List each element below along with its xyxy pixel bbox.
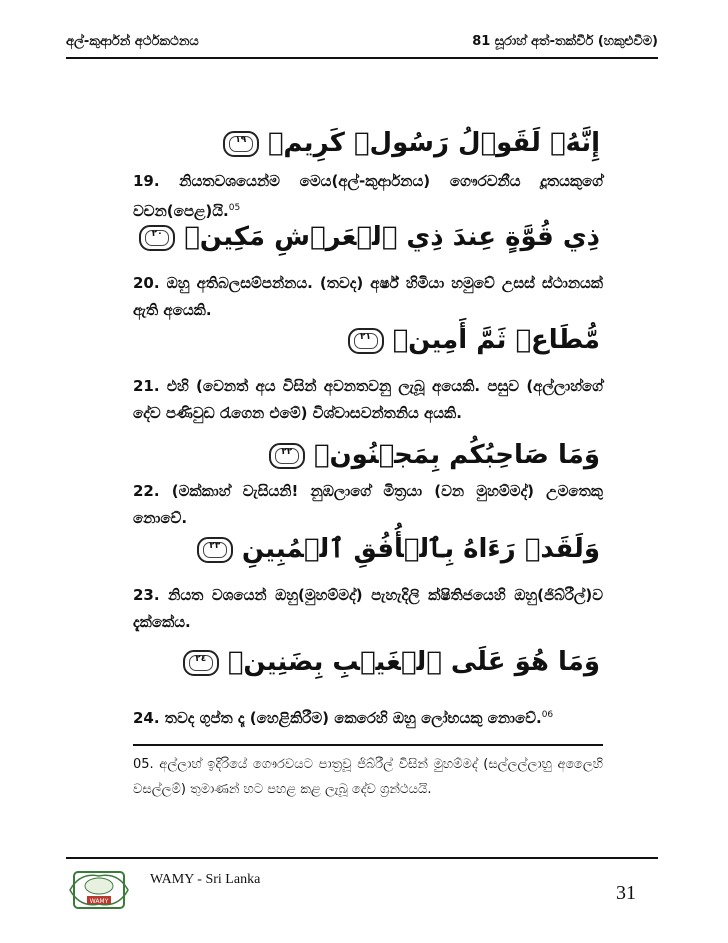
arabic-verse-23 [193, 534, 600, 564]
arabic-text: وَمَا هُوَ عَلَى ٱلۡغَيۡبِ بِضَنِينٖ [227, 647, 600, 677]
translation-text: 19. නියතවශයෙන්ම මෙය(අල්-කුර්ආනය) ගෞරවනීය දූතයකුගේ වචන(පෙළ)යි. [133, 172, 603, 220]
arabic-text: ذِي قُوَّةٍ عِندَ ذِي ٱلۡعَرۡشِ مَكِينٖ [184, 222, 600, 252]
arabic-text: وَلَقَدۡ رَءَاهُ بِٱلۡأُفُقِ ٱلۡمُبِينِ [241, 534, 600, 564]
footnote: 05. අල්ලාහ් ඉදිරියේ ගෞරවයට පාත්‍රවූ ජිබ්රීල් විසින් මුහම්මද් (සල්ලල්ලාහු අලෛහි වසල්ලම්) තුමාණන් හට පහළ කළ ලැබූ දේව ග්‍රන්ථයයි. [133, 757, 603, 797]
ayah-marker-icon [183, 650, 219, 676]
ayah-number: ٢٢ [281, 446, 293, 457]
translation-verse-20 [133, 270, 603, 324]
wamy-logo-icon [66, 866, 132, 914]
arabic-verse-19 [219, 128, 600, 158]
ayah-marker-icon [197, 537, 233, 563]
header-surah-title: 81 සූරාහ් අත්-තක්වීර් (හකුළුවීම) [472, 34, 658, 49]
footnote-divider [133, 744, 603, 746]
arabic-text: مُّطَاعٖ ثَمَّ أَمِينٖ [392, 325, 600, 355]
translation-verse-21 [133, 373, 603, 427]
translation-text: 20. ඔහු අතිබලසම්පන්නය. (තවද) අර්ෂ් හිමියා හමුවේ උසස් ස්ථානයක් ඇති අයෙකි. [133, 274, 603, 319]
translation-verse-24 [133, 702, 603, 732]
ayah-number: ٢٤ [195, 653, 207, 664]
ayah-number: ٢٣ [209, 540, 221, 551]
header-divider [66, 57, 658, 59]
translation-verse-22 [133, 478, 603, 532]
footnote-ref: 05 [228, 203, 241, 213]
ayah-marker-icon [269, 443, 305, 469]
header-book-title: අල්-කුර්ආන් අර්ථකථනය [66, 34, 199, 49]
arabic-verse-21 [344, 325, 601, 355]
ayah-marker-icon [223, 131, 259, 157]
page-number: 31 [616, 882, 636, 904]
arabic-text: إِنَّهُۥ لَقَوۡلُ رَسُولٖ كَرِيمٖ [267, 128, 600, 158]
ayah-marker-icon [348, 328, 384, 354]
ayah-marker-icon [139, 225, 175, 251]
footer-organization: WAMY - Sri Lanka [150, 872, 261, 887]
arabic-text: وَمَا صَاحِبُكُم بِمَجۡنُونٖ [313, 440, 600, 470]
translation-text: 24. තවද ගුප්ත දෑ (හෙළිකිරීම) කෙරෙහි ඔහු ලෝභයකු නොවේ. [133, 709, 542, 727]
translation-text: 23. නියත වශයෙන් ඔහු(මුහම්මද්) පැහැදිලි ක්ෂිතිජයෙහි ඔහු(ජිබ්රීල්)ව දැක්කේය. [133, 586, 603, 631]
logo-text: WAMY [89, 898, 109, 905]
footer-divider [66, 857, 658, 859]
translation-text: 21. එහි (වෙනත් අය විසින් අවනතවනු ලැබූ අයෙකි. පසුව (අල්ලාහ්ගේ දේව පණිවුඩ රැගෙන එමේ) විශ්වාසවන්තනිය අයකි. [133, 377, 603, 422]
ayah-number: ٢٠ [151, 228, 163, 239]
ayah-number: ١٩ [235, 134, 247, 145]
page-header [66, 34, 658, 56]
arabic-verse-20 [135, 222, 600, 252]
ayah-number: ٢١ [360, 331, 371, 342]
arabic-verse-24 [179, 647, 600, 677]
arabic-verse-22 [265, 440, 600, 470]
translation-verse-19 [133, 168, 603, 225]
footnote-ref: 06 [541, 710, 554, 720]
translation-text: 22. (මක්කාහ් වැසියනි! නුඹලාගේ මිත්‍රයා (වන මුහම්මද්) උමතෙකු නොවේ. [133, 482, 603, 527]
translation-verse-23 [133, 582, 603, 636]
